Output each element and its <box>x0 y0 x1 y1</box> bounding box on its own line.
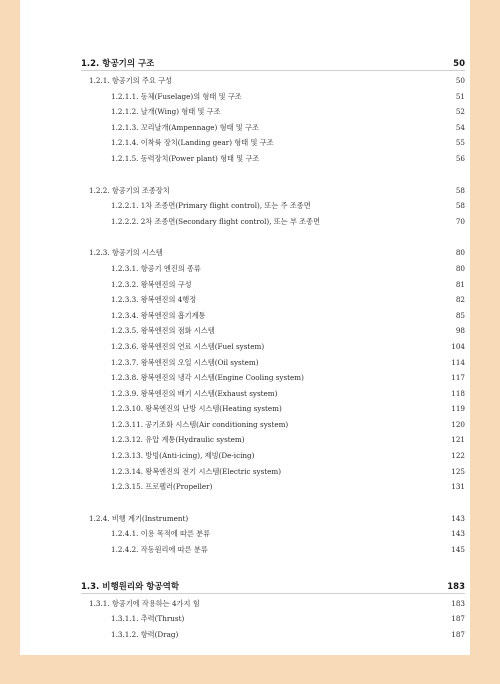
toc-entry-page: 122 <box>451 451 465 461</box>
toc-subsection[interactable] <box>81 277 465 293</box>
toc-entry-page: 55 <box>455 138 465 148</box>
toc-entry-page: 51 <box>455 91 465 101</box>
toc-entry-page: 70 <box>455 216 465 226</box>
spacer <box>81 495 465 511</box>
book-page <box>20 0 470 655</box>
toc-subsection[interactable] <box>81 151 465 167</box>
toc-subsection[interactable] <box>81 417 465 433</box>
toc-subsection[interactable] <box>81 339 465 355</box>
toc-entry-title: 1.2.1.5. 동력장치(Power plant) 형태 및 구조 <box>111 153 260 163</box>
toc-entry-title: 1.2.3.15. 프로펠러(Propeller) <box>111 482 213 492</box>
toc-entry-page: 80 <box>455 263 465 273</box>
toc-entry-title: 1.2.1.2. 날개(Wing) 형태 및 구조 <box>111 107 221 117</box>
toc-entry-title: 1.2.3.5. 왕복엔진의 점화 시스템 <box>111 326 215 336</box>
toc-section-1-2-4[interactable] <box>81 511 465 527</box>
toc-entry-title: 1.2.3.14. 왕복엔진의 전기 시스템(Electric system) <box>111 466 282 476</box>
toc-entry-title: 1.2.2.2. 2차 조종면(Secondary flight control), 또는 부 조종면 <box>111 216 321 226</box>
toc-entry-page: 50 <box>453 59 465 69</box>
toc-entry-page: 82 <box>455 295 465 305</box>
toc-entry-title: 1.3.1.1. 추력(Thrust) <box>111 614 185 624</box>
toc-subsection[interactable] <box>81 292 465 308</box>
toc-entry-page: 81 <box>455 279 465 289</box>
toc-subsection[interactable] <box>81 355 465 371</box>
toc-entry-page: 114 <box>451 357 465 367</box>
toc-entry-title: 1.2.3.4. 왕복엔진의 흡기계통 <box>111 310 206 320</box>
toc-entry-page: 98 <box>455 326 465 336</box>
toc-subsection[interactable] <box>81 479 465 495</box>
toc-chapter-1-3[interactable] <box>81 580 465 594</box>
toc-entry-page: 118 <box>451 388 465 398</box>
toc-subsection[interactable] <box>81 198 465 214</box>
toc-entry-page: 104 <box>451 341 465 351</box>
toc-entry-title: 1.2.3.8. 왕복엔진의 냉각 시스템(Engine Cooling system) <box>111 373 304 383</box>
toc-entry-title: 1.3. 비행원리와 항공역학 <box>81 581 180 592</box>
toc-entry-page: 85 <box>455 310 465 320</box>
spacer <box>81 167 465 183</box>
toc-subsection[interactable] <box>81 370 465 386</box>
toc-subsection[interactable] <box>81 464 465 480</box>
toc-section-1-2-2[interactable] <box>81 183 465 199</box>
toc-subsection[interactable] <box>81 611 465 627</box>
toc-subsection[interactable] <box>81 627 465 643</box>
toc-subsection[interactable] <box>81 401 465 417</box>
toc-subsection[interactable] <box>81 526 465 542</box>
toc-entry-title: 1.2.4. 비행 계기(Instrument) <box>89 513 189 523</box>
toc-entry-page: 80 <box>455 248 465 258</box>
toc-section-1-2-3[interactable] <box>81 245 465 261</box>
toc-entry-page: 58 <box>455 201 465 211</box>
toc-entry-title: 1.2.3.7. 왕복엔진의 오일 시스템(Oil system) <box>111 357 259 367</box>
toc-subsection[interactable] <box>81 448 465 464</box>
toc-entry-page: 183 <box>451 598 465 608</box>
toc-entry-title: 1.2.1.4. 이착륙 장치(Landing gear) 형태 및 구조 <box>111 138 274 148</box>
toc-entry-title: 1.2.2. 항공기의 조종장치 <box>89 185 170 195</box>
toc-entry-title: 1.2.1. 항공기의 주요 구성 <box>89 76 172 85</box>
toc-section-1-2-1[interactable] <box>81 73 465 89</box>
toc-entry-page: 119 <box>451 404 465 414</box>
toc-subsection[interactable] <box>81 135 465 151</box>
toc-subsection[interactable] <box>81 308 465 324</box>
toc-subsection[interactable] <box>81 104 465 120</box>
toc-subsection[interactable] <box>81 386 465 402</box>
toc-entry-page: 120 <box>451 419 465 429</box>
toc-entry-title: 1.2.3.10. 왕복엔진의 난방 시스템(Heating system) <box>111 404 282 414</box>
toc-entry-page: 143 <box>451 529 465 539</box>
toc-subsection[interactable] <box>81 214 465 230</box>
toc-entry-title: 1.2.3.2. 왕복엔진의 구성 <box>111 279 192 289</box>
toc-entry-page: 131 <box>451 482 465 492</box>
toc-entry-title: 1.2.3.3. 왕복엔진의 4행정 <box>111 295 197 305</box>
toc-entry-title: 1.2.3. 항공기의 시스템 <box>89 248 163 258</box>
toc-entry-title: 1.3.1.2. 항력(Drag) <box>111 629 179 639</box>
toc-entry-page: 125 <box>451 466 465 476</box>
toc-subsection[interactable] <box>81 432 465 448</box>
toc-entry-title: 1.2.1.3. 꼬리날개(Ampennage) 형태 및 구조 <box>111 122 259 132</box>
toc-entry-page: 187 <box>451 629 465 639</box>
toc-entry-title: 1.2.2.1. 1차 조종면(Primary flight control), 또는 주 조종면 <box>111 201 311 211</box>
toc-section-1-3-1[interactable] <box>81 596 465 612</box>
toc-entry-page: 52 <box>455 107 465 117</box>
toc-entry-page: 183 <box>447 581 465 592</box>
toc-entry-page: 117 <box>451 373 465 383</box>
toc-entry-page: 187 <box>451 614 465 624</box>
toc-subsection[interactable] <box>81 261 465 277</box>
table-of-contents <box>81 57 465 642</box>
toc-subsection[interactable] <box>81 323 465 339</box>
toc-entry-title: 1.2.3.9. 왕복엔진의 배기 시스템(Exhaust system) <box>111 388 278 398</box>
toc-entry-page: 143 <box>451 513 465 523</box>
toc-entry-title: 1.2.4.2. 작동원리에 따른 분류 <box>111 545 208 555</box>
toc-subsection[interactable] <box>81 89 465 105</box>
toc-entry-title: 1.2.3.1. 항공기 엔진의 종류 <box>111 263 201 273</box>
spacer <box>81 558 465 580</box>
toc-entry-page: 121 <box>451 435 465 445</box>
toc-entry-title: 1.2.4.1. 이용 목적에 따른 분류 <box>111 529 211 539</box>
toc-entry-title: 1.2.3.13. 방빙(Anti-icing), 제빙(De-icing) <box>111 451 255 461</box>
toc-entry-title: 1.2. 항공기의 구조 <box>81 59 155 69</box>
toc-entry-page: 50 <box>455 76 465 85</box>
toc-chapter-1-2[interactable] <box>81 57 465 71</box>
toc-subsection[interactable] <box>81 542 465 558</box>
toc-subsection[interactable] <box>81 120 465 136</box>
toc-entry-page: 56 <box>455 153 465 163</box>
toc-entry-title: 1.2.3.11. 공기조화 시스템(Air conditioning system) <box>111 419 289 429</box>
toc-entry-title: 1.2.1.1. 동체(Fuselage)의 형태 및 구조 <box>111 91 242 101</box>
toc-entry-title: 1.2.3.6. 왕복엔진의 연료 시스템(Fuel system) <box>111 341 265 351</box>
toc-entry-page: 145 <box>451 545 465 555</box>
spacer <box>81 229 465 245</box>
toc-entry-title: 1.3.1. 항공기에 작용하는 4가지 힘 <box>89 598 200 608</box>
toc-entry-title: 1.2.3.12. 유압 계통(Hydraulic system) <box>111 435 245 445</box>
toc-entry-page: 54 <box>455 122 465 132</box>
toc-entry-page: 58 <box>455 185 465 195</box>
